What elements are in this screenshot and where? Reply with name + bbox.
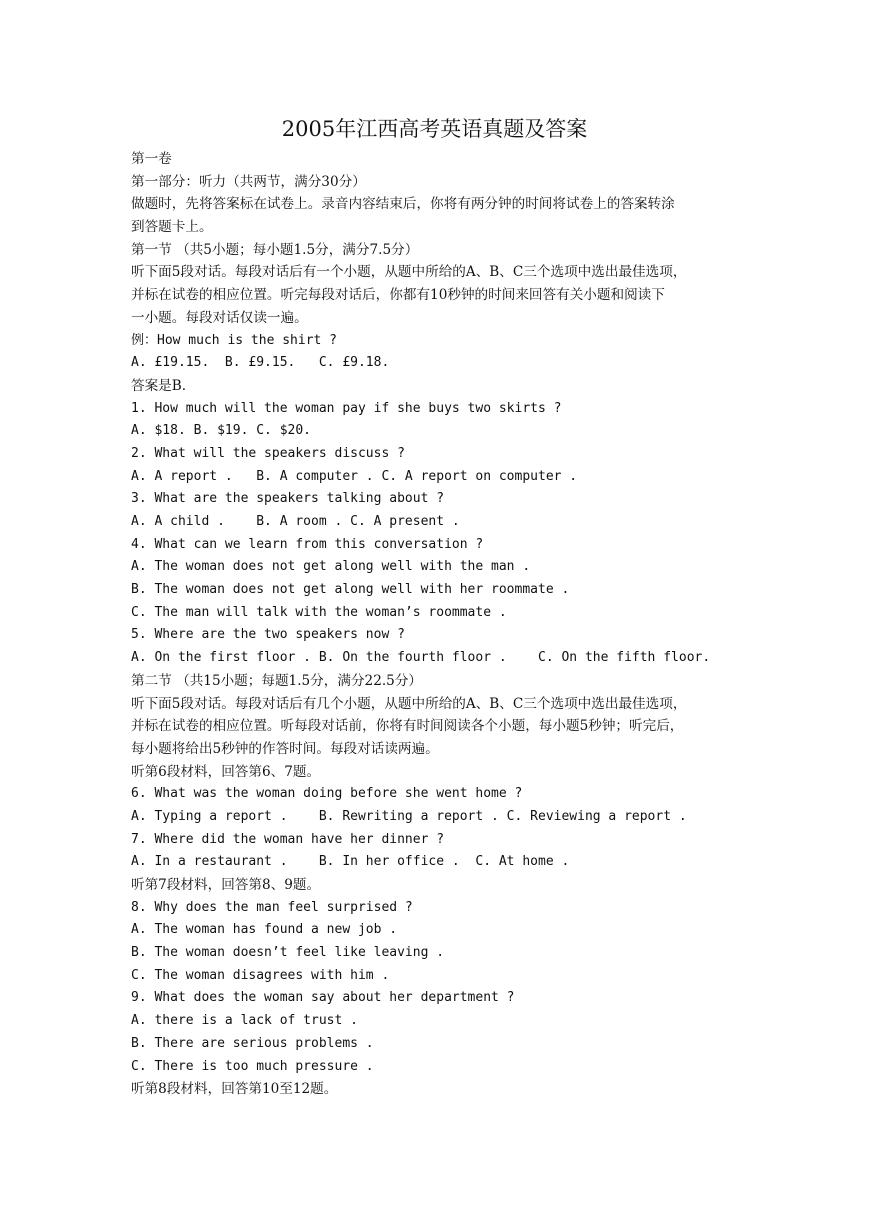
text-line: C. The woman disagrees with him .	[131, 967, 390, 983]
text-line: A. A child . B. A room . C. A present .	[131, 514, 460, 529]
text-line: 7. Where did the woman have her dinner ?	[131, 831, 445, 847]
text-line: B. The woman does not get along well with her roommate .	[131, 582, 570, 598]
text-line: A. The woman does not get along well with the man .	[131, 559, 531, 575]
text-line: 6. What was the woman doing before she went home ?	[131, 786, 523, 802]
text-line: 3. What are the speakers talking about ?	[131, 491, 445, 507]
text-line: 2. What will the speakers discuss ?	[131, 445, 405, 461]
text-line: 4. What can we learn from this conversation ?	[131, 536, 484, 552]
text-line: 9. What does the woman say about her department ?	[131, 990, 515, 1006]
document-body	[131, 148, 743, 1101]
text-line: 5. Where are the two speakers now ?	[131, 627, 405, 643]
text-line: 听第8段材料，回答第10至12题。	[131, 1081, 338, 1098]
text-line: 第一节 （共5小题；每小题1.5分，满分7.5分）	[131, 241, 419, 258]
page-title: 2005年江西高考英语真题及答案	[281, 117, 588, 141]
text-line: 听第7段材料，回答第8、9题。	[131, 877, 321, 893]
text-line: C. There is too much pressure .	[131, 1058, 374, 1074]
text-line: A. there is a lack of trust .	[131, 1013, 358, 1029]
text-line: 例：How much is the shirt ?	[131, 332, 338, 348]
text-line: 听第6段材料，回答第6、7题。	[131, 763, 321, 780]
text-line: 到答题卡上。	[131, 219, 213, 236]
text-line: 听下面5段对话。每段对话后有几个小题，从题中所给的A、B、C三个选项中选出最佳选项，	[131, 695, 687, 712]
text-line: A. Typing a report . B. Rewriting a report . C. Reviewing a report .	[131, 808, 687, 824]
text-line: A. $18. B. $19. C. $20.	[131, 423, 312, 439]
text-line: 每小题将给出5秒钟的作答时间。每段对话读两遍。	[131, 740, 439, 757]
text-line: 并标在试卷的相应位置。听每段对话前，你将有时间阅读各个小题，每小题5秒钟；听完后，	[131, 718, 684, 735]
text-line: A. A report . B. A computer . C. A report on computer .	[131, 468, 578, 484]
text-line: 并标在试卷的相应位置。听完每段对话后，你都有10秒钟的时间来回答有关小题和阅读下	[131, 287, 665, 304]
text-line: 第一卷	[131, 151, 172, 167]
text-line: C. The man will talk with the woman’s roommate .	[131, 604, 507, 620]
text-line: 听下面5段对话。每段对话后有一个小题，从题中所给的A、B、C三个选项中选出最佳选项，	[131, 264, 687, 281]
text-line: 一小题。每段对话仅读一遍。	[131, 309, 308, 326]
text-line: 第二节 （共15小题；每题1.5分，满分22.5分）	[131, 672, 423, 689]
text-line: A. On the first floor . B. On the fourth floor . C. On the fifth floor.	[131, 650, 711, 666]
text-line: B. There are serious problems .	[131, 1035, 374, 1051]
text-line: A. £19.15. B. £9.15. C. £9.18.	[131, 355, 390, 371]
text-line: B. The woman doesn’t feel like leaving .	[131, 945, 445, 961]
text-line: A. In a restaurant . B. In her office . C. At home .	[131, 854, 570, 870]
text-line: 答案是B.	[131, 377, 187, 394]
text-line: A. The woman has found a new job .	[131, 922, 398, 938]
text-line: 第一部分：听力（共两节，满分30分）	[131, 173, 366, 190]
text-line: 做题时，先将答案标在试卷上。录音内容结束后，你将有两分钟的时间将试卷上的答案转涂	[131, 196, 675, 213]
text-line: 8. Why does the man feel surprised ?	[131, 899, 413, 915]
text-line: 1. How much will the woman pay if she buys two skirts ?	[131, 400, 562, 416]
